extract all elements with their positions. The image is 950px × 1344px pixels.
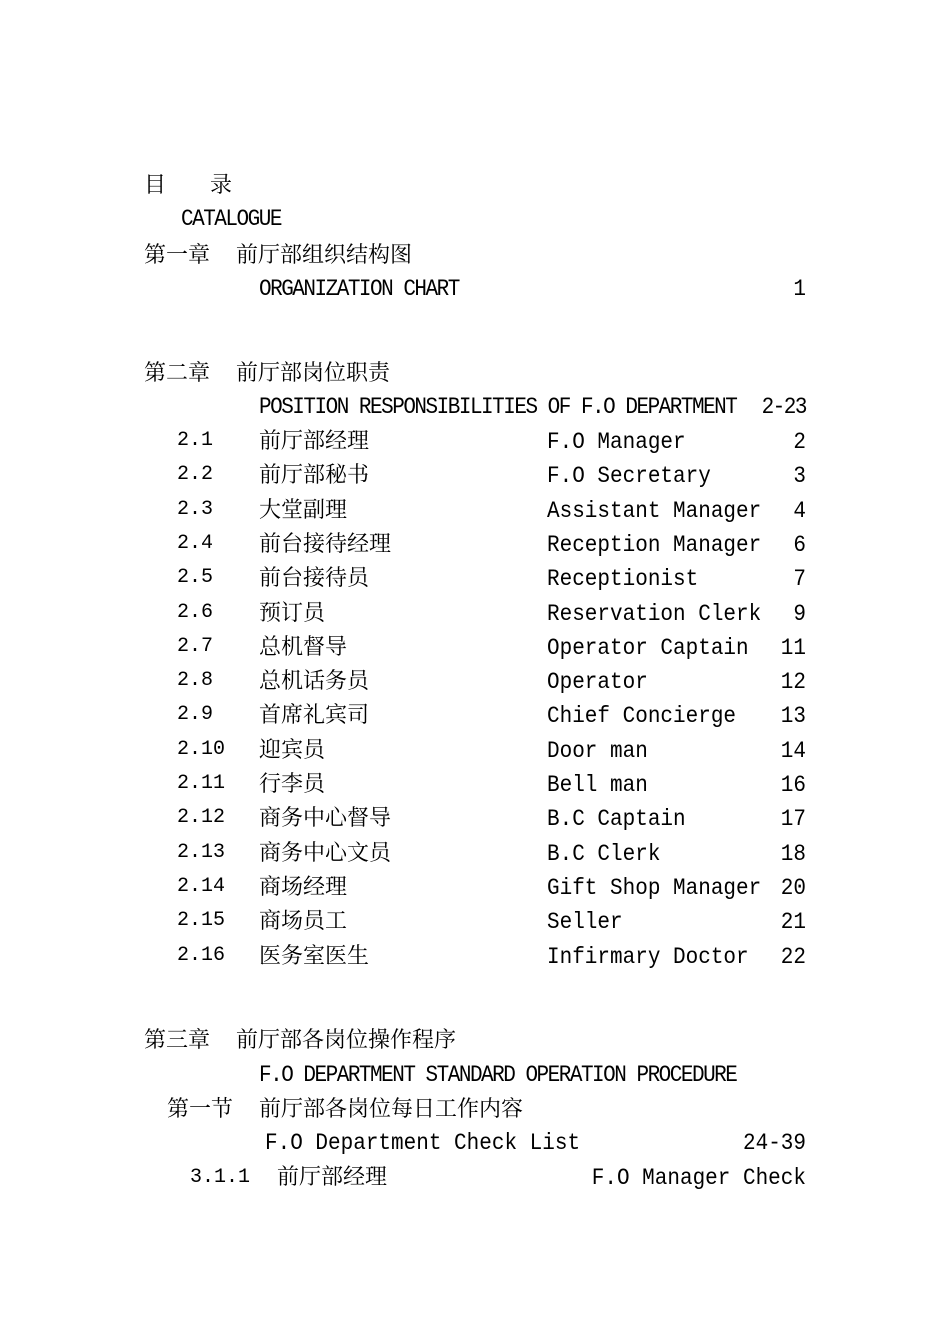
chapter2-pages: 2-23 [761, 394, 806, 421]
chapter2-item-cn: 总机话务员 [259, 669, 370, 694]
chapter2-item-en: B.C Captain [547, 806, 686, 833]
chapter2-item-cn: 前厅部经理 [259, 429, 370, 454]
chapter2-item-page: 3 [793, 463, 806, 490]
chapter2-item-en: Reception Manager [547, 532, 762, 559]
chapter2-item-num: 2.6 [177, 601, 214, 624]
section1-pages: 24-39 [742, 1130, 806, 1157]
chapter2-item-en: Seller [547, 909, 623, 936]
chapter2-item-cn: 前台接待员 [259, 566, 370, 591]
chapter2-item-num: 2.3 [177, 498, 214, 521]
chapter2-item-page: 21 [780, 909, 806, 936]
chapter2-item-en: Bell man [547, 772, 648, 799]
chapter2-item-page: 14 [780, 738, 806, 765]
chapter2-item-page: 2 [793, 429, 806, 456]
chapter2-item-en: Chief Concierge [547, 703, 737, 730]
chapter2-title-cn: 前厅部岗位职责 [236, 361, 391, 386]
chapter2-item-num: 2.9 [177, 703, 214, 726]
section1-item-en: F.O Manager Check [591, 1165, 806, 1192]
chapter2-item-en: Reservation Clerk [547, 601, 762, 628]
chapter2-item-cn: 大堂副理 [259, 498, 348, 523]
chapter2-item-num: 2.8 [177, 669, 214, 692]
chapter3-title-en: F.O DEPARTMENT STANDARD OPERATION PROCEDURE [259, 1062, 737, 1089]
chapter2-title-en: POSITION RESPONSIBILITIES OF F.O DEPARTMENT [259, 394, 737, 421]
chapter3-title-cn: 前厅部各岗位操作程序 [236, 1028, 457, 1053]
chapter2-item-num: 2.16 [177, 944, 226, 967]
chapter3-label: 第三章 [144, 1028, 211, 1053]
chapter2-item-page: 18 [780, 841, 806, 868]
chapter2-label: 第二章 [144, 361, 211, 386]
chapter2-item-cn: 商务中心督导 [259, 806, 392, 831]
page-subtitle: CATALOGUE [181, 206, 281, 233]
page-title: 目 录 [144, 173, 233, 198]
chapter2-item-en: Assistant Manager [547, 498, 762, 525]
chapter2-item-num: 2.15 [177, 909, 226, 932]
chapter2-item-cn: 迎宾员 [259, 738, 326, 763]
section1-title-en: F.O Department Check List [265, 1130, 581, 1157]
chapter2-item-num: 2.14 [177, 875, 226, 898]
chapter2-item-num: 2.5 [177, 566, 214, 589]
chapter2-item-en: F.O Manager [547, 429, 686, 456]
chapter2-item-cn: 前台接待经理 [259, 532, 392, 557]
chapter2-item-num: 2.1 [177, 429, 214, 452]
chapter2-item-en: Operator [547, 669, 648, 696]
chapter2-item-num: 2.12 [177, 806, 226, 829]
chapter2-item-page: 6 [793, 532, 806, 559]
chapter2-item-en: Operator Captain [547, 635, 749, 662]
chapter1-label: 第一章 [144, 243, 211, 268]
chapter2-item-cn: 医务室医生 [259, 944, 370, 969]
chapter1-title-cn: 前厅部组织结构图 [236, 243, 413, 268]
chapter2-item-page: 11 [780, 635, 806, 662]
chapter1-page: 1 [793, 276, 806, 303]
chapter2-item-page: 7 [793, 566, 806, 593]
chapter2-item-cn: 预订员 [259, 601, 326, 626]
chapter2-item-en: Door man [547, 738, 648, 765]
chapter2-item-page: 22 [780, 944, 806, 971]
section1-label: 第一节 [167, 1097, 234, 1122]
chapter2-item-num: 2.4 [177, 532, 214, 555]
chapter2-item-page: 12 [780, 669, 806, 696]
chapter2-item-page: 17 [780, 806, 806, 833]
chapter2-item-num: 2.10 [177, 738, 226, 761]
chapter2-item-cn: 行李员 [259, 772, 326, 797]
chapter2-item-page: 16 [780, 772, 806, 799]
chapter2-item-num: 2.11 [177, 772, 226, 795]
section1-title-cn: 前厅部各岗位每日工作内容 [259, 1097, 524, 1122]
chapter2-item-en: B.C Clerk [547, 841, 661, 868]
chapter2-item-en: Receptionist [547, 566, 699, 593]
chapter2-item-page: 20 [780, 875, 806, 902]
chapter2-item-cn: 前厅部秘书 [259, 463, 370, 488]
section1-item-cn: 前厅部经理 [277, 1165, 388, 1190]
chapter2-item-num: 2.2 [177, 463, 214, 486]
chapter2-item-num: 2.7 [177, 635, 214, 658]
chapter2-item-page: 13 [780, 703, 806, 730]
chapter2-item-en: F.O Secretary [547, 463, 711, 490]
chapter2-item-cn: 商场经理 [259, 875, 348, 900]
chapter2-item-page: 9 [793, 601, 806, 628]
chapter2-item-cn: 首席礼宾司 [259, 703, 370, 728]
chapter1-title-en: ORGANIZATION CHART [259, 276, 459, 303]
chapter2-item-en: Gift Shop Manager [547, 875, 762, 902]
chapter2-item-num: 2.13 [177, 841, 226, 864]
chapter2-item-cn: 商场员工 [259, 909, 348, 934]
chapter2-item-cn: 总机督导 [259, 635, 348, 660]
chapter2-item-cn: 商务中心文员 [259, 841, 392, 866]
section1-item-num: 3.1.1 [190, 1166, 251, 1189]
chapter2-item-page: 4 [793, 498, 806, 525]
chapter2-item-en: Infirmary Doctor [547, 944, 749, 971]
